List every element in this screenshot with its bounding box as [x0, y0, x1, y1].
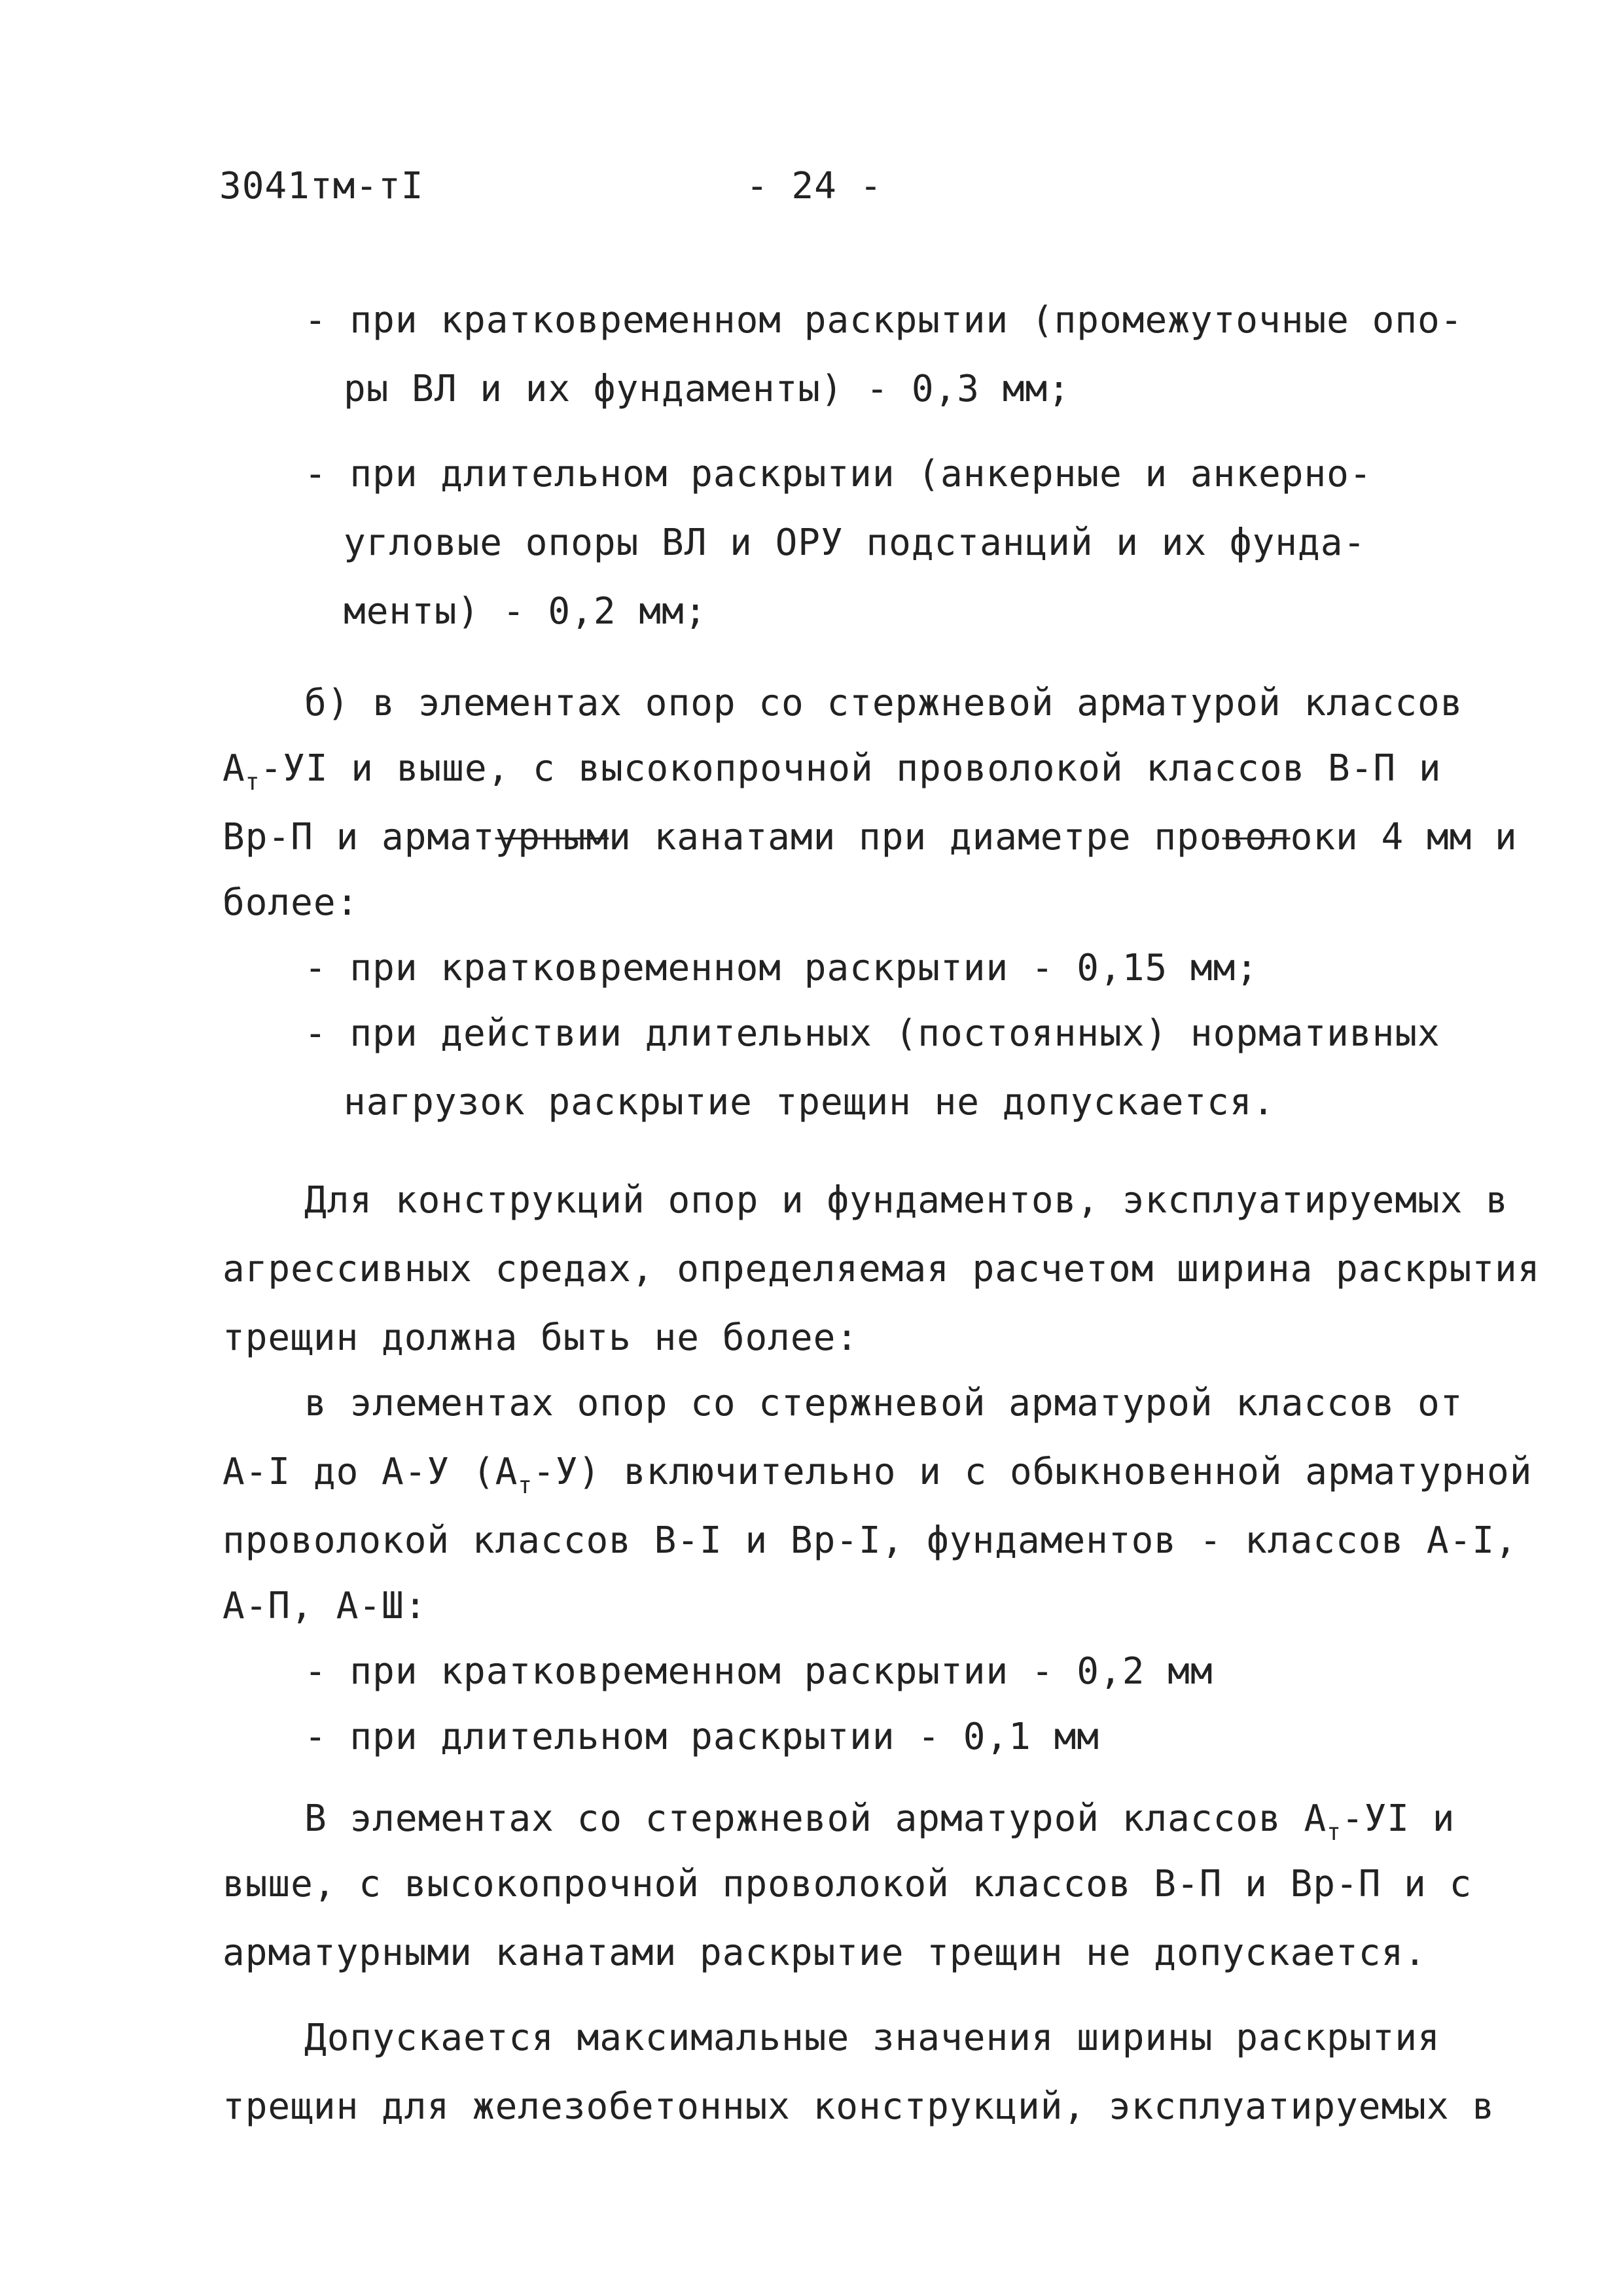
text-line: - при длительном раскрытии - 0,1 мм	[304, 1716, 1100, 1758]
text-line: трещин должна быть не более:	[223, 1316, 859, 1359]
text-line: более:	[223, 881, 359, 924]
text-line: выше, с высокопрочной проволокой классов В-П и Вр-П и с	[223, 1863, 1472, 1905]
text-line: ры ВЛ и их фундаменты) - 0,3 мм;	[344, 368, 1071, 410]
text-line: А-I до А-У $(А_т-У)$ включительно и с обыкновенной арматурной	[223, 1451, 1533, 1499]
text-line: менты) - 0,2 мм;	[344, 590, 707, 633]
text-line: проволокой классов В-I и Вр-I, фундаментов - классов А-I,	[223, 1519, 1518, 1562]
text-line: Допускается максимальные значения ширины раскрытия	[304, 2017, 1440, 2059]
text-line: арматурными канатами раскрытие трещин не допускается.	[223, 1932, 1427, 1974]
text-line: - при кратковременном раскрытии - 0,15 мм;	[304, 947, 1259, 989]
text-line: трещин для железобетонных конструкций, эксплуатируемых в	[223, 2085, 1495, 2128]
text-line: агрессивных средах, определяемая расчетом ширина раскрытия	[223, 1248, 1541, 1290]
text-line: - при длительном раскрытии (анкерные и анкерно-	[304, 453, 1372, 495]
text-line: А-П, А-Ш:	[223, 1585, 427, 1627]
text-line: в элементах опор со стержневой арматурой классов от	[304, 1382, 1463, 1424]
text-line: - при кратковременном раскрытии - 0,2 мм	[304, 1650, 1213, 1693]
text-line: - при кратковременном раскрытии (промежуточные опо-	[304, 299, 1463, 342]
text-line: - при действии длительных (постоянных) нормативных	[304, 1012, 1440, 1055]
text-line: В элементах со стержневой арматурой классов $А_т-УI$ и	[304, 1797, 1455, 1846]
text-line: б) в элементах опор со стержневой арматурой классов	[304, 682, 1463, 724]
page-number: - 24 -	[746, 165, 883, 207]
text-line: Вр-П и арматурными канатами при диаметре проволоки 4 мм и	[223, 816, 1518, 858]
text-line: Для конструкций опор и фундаментов, эксплуатируемых в	[304, 1179, 1508, 1222]
document-code: 3041тм-тI	[219, 165, 424, 207]
text-line: $А_т-УI$ и выше, с высокопрочной проволокой классов В-П и	[223, 747, 1442, 796]
struck-text: урным	[495, 816, 609, 858]
text-line: нагрузок раскрытие трещин не допускается.	[344, 1081, 1275, 1123]
struck-text: вол	[1222, 816, 1291, 858]
text-line: угловые опоры ВЛ и ОРУ подстанций и их фунда-	[344, 521, 1366, 564]
